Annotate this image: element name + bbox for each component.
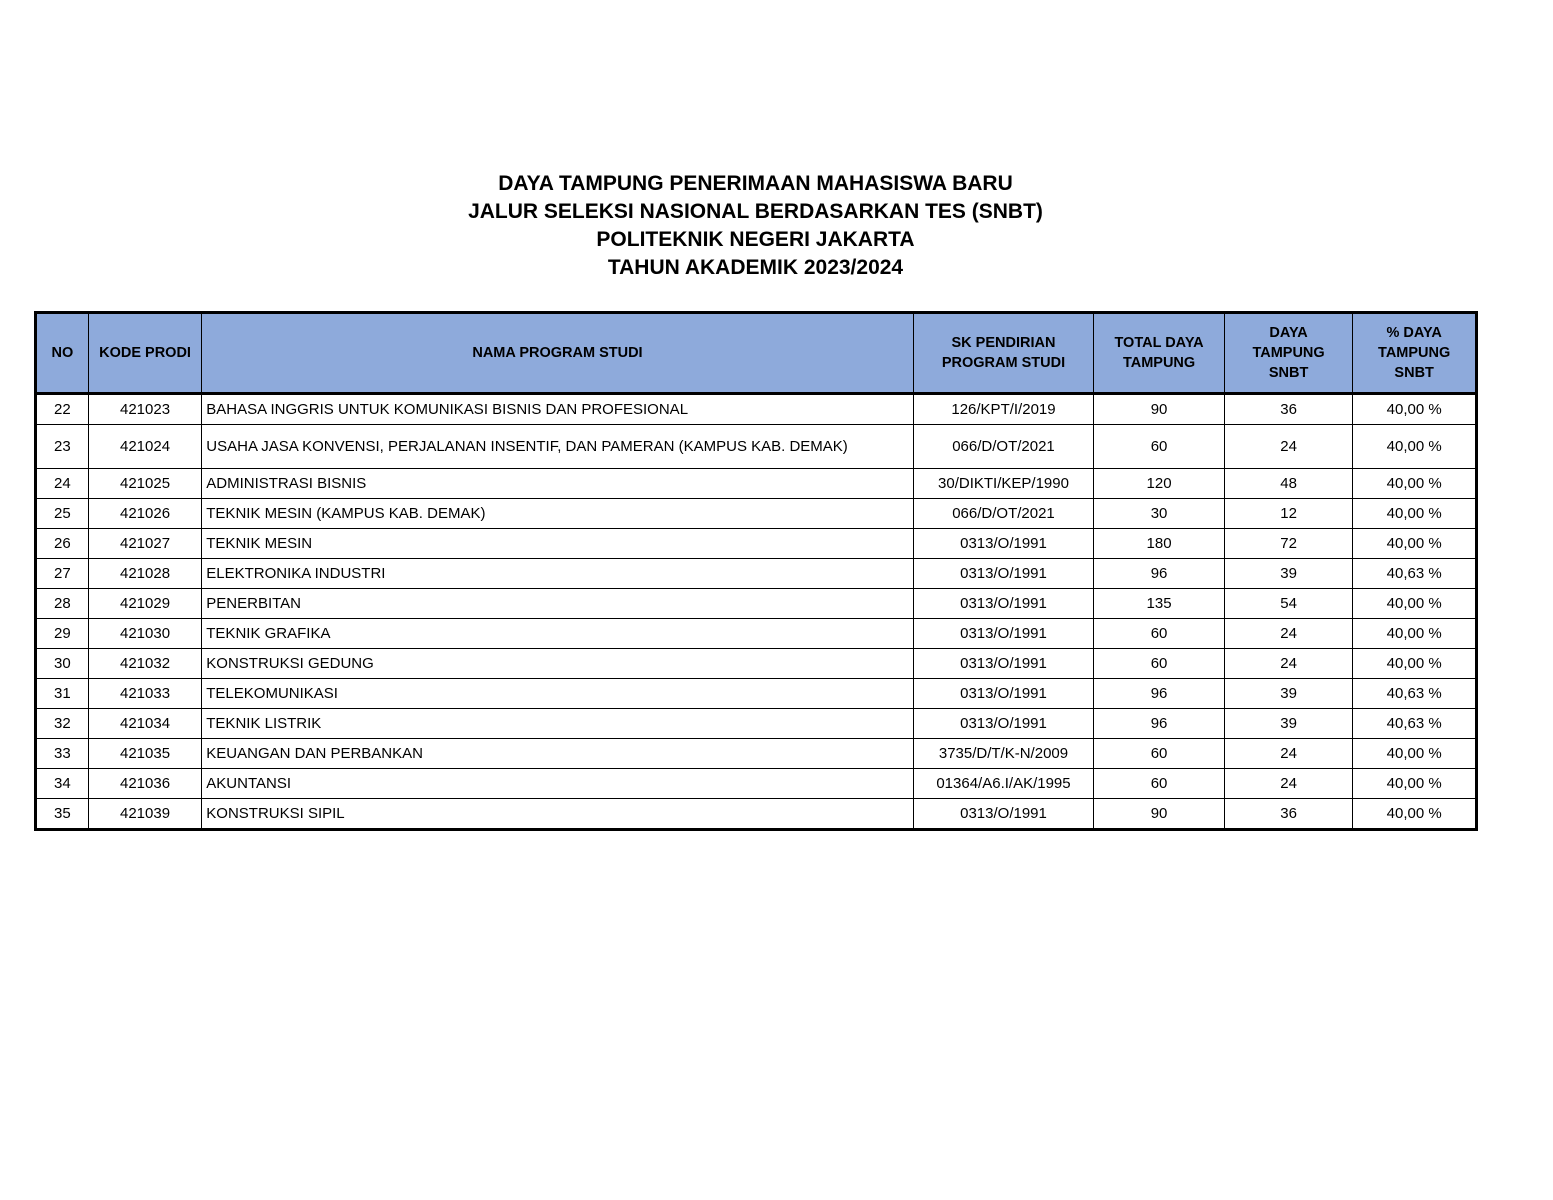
cell-total-daya-tampung: 120 xyxy=(1094,469,1225,499)
cell-nama-program-studi: AKUNTANSI xyxy=(202,769,913,799)
cell-sk-pendirian: 0313/O/1991 xyxy=(913,679,1094,709)
cell-persen-daya-tampung-snbt: 40,00 % xyxy=(1353,619,1477,649)
cell-sk-pendirian: 0313/O/1991 xyxy=(913,559,1094,589)
cell-total-daya-tampung: 60 xyxy=(1094,619,1225,649)
cell-kode-prodi: 421030 xyxy=(88,619,201,649)
cell-total-daya-tampung: 96 xyxy=(1094,709,1225,739)
cell-nama-program-studi: USAHA JASA KONVENSI, PERJALANAN INSENTIF, DAN PAMERAN (KAMPUS KAB. DEMAK) xyxy=(202,425,913,469)
cell-persen-daya-tampung-snbt: 40,63 % xyxy=(1353,559,1477,589)
table-row xyxy=(36,559,1477,589)
cell-sk-pendirian: 0313/O/1991 xyxy=(913,649,1094,679)
cell-nama-program-studi: ADMINISTRASI BISNIS xyxy=(202,469,913,499)
cell-sk-pendirian: 0313/O/1991 xyxy=(913,709,1094,739)
cell-daya-tampung-snbt: 24 xyxy=(1224,739,1353,769)
cell-total-daya-tampung: 60 xyxy=(1094,649,1225,679)
cell-total-daya-tampung: 30 xyxy=(1094,499,1225,529)
cell-daya-tampung-snbt: 24 xyxy=(1224,649,1353,679)
cell-no: 22 xyxy=(36,394,89,425)
cell-total-daya-tampung: 135 xyxy=(1094,589,1225,619)
cell-sk-pendirian: 066/D/OT/2021 xyxy=(913,499,1094,529)
cell-daya-tampung-snbt: 39 xyxy=(1224,709,1353,739)
cell-no: 23 xyxy=(36,425,89,469)
cell-daya-tampung-snbt: 36 xyxy=(1224,799,1353,830)
cell-no: 33 xyxy=(36,739,89,769)
header-daya-tampung-snbt: DAYA TAMPUNG SNBT xyxy=(1224,313,1353,394)
cell-kode-prodi: 421023 xyxy=(88,394,201,425)
cell-daya-tampung-snbt: 12 xyxy=(1224,499,1353,529)
cell-daya-tampung-snbt: 24 xyxy=(1224,769,1353,799)
cell-persen-daya-tampung-snbt: 40,00 % xyxy=(1353,469,1477,499)
table-row xyxy=(36,679,1477,709)
cell-kode-prodi: 421034 xyxy=(88,709,201,739)
title-line-2: JALUR SELEKSI NASIONAL BERDASARKAN TES (SNBT) xyxy=(468,200,1043,223)
cell-kode-prodi: 421024 xyxy=(88,425,201,469)
cell-nama-program-studi: PENERBITAN xyxy=(202,589,913,619)
header-sk-pendirian: SK PENDIRIAN PROGRAM STUDI xyxy=(913,313,1094,394)
header-persen-daya-tampung-snbt: % DAYA TAMPUNG SNBT xyxy=(1353,313,1477,394)
cell-sk-pendirian: 01364/A6.I/AK/1995 xyxy=(913,769,1094,799)
cell-nama-program-studi: KEUANGAN DAN PERBANKAN xyxy=(202,739,913,769)
cell-persen-daya-tampung-snbt: 40,00 % xyxy=(1353,589,1477,619)
cell-no: 35 xyxy=(36,799,89,830)
cell-persen-daya-tampung-snbt: 40,00 % xyxy=(1353,769,1477,799)
table-header-row xyxy=(36,313,1477,394)
cell-persen-daya-tampung-snbt: 40,63 % xyxy=(1353,709,1477,739)
daya-tampung-table xyxy=(34,311,1478,831)
cell-daya-tampung-snbt: 39 xyxy=(1224,679,1353,709)
cell-nama-program-studi: BAHASA INGGRIS UNTUK KOMUNIKASI BISNIS DAN PROFESIONAL xyxy=(202,394,913,425)
cell-kode-prodi: 421039 xyxy=(88,799,201,830)
table-row xyxy=(36,709,1477,739)
cell-no: 30 xyxy=(36,649,89,679)
table-row xyxy=(36,469,1477,499)
cell-no: 28 xyxy=(36,589,89,619)
cell-persen-daya-tampung-snbt: 40,00 % xyxy=(1353,649,1477,679)
header-nama-program-studi: NAMA PROGRAM STUDI xyxy=(202,313,913,394)
cell-persen-daya-tampung-snbt: 40,00 % xyxy=(1353,394,1477,425)
cell-daya-tampung-snbt: 24 xyxy=(1224,619,1353,649)
cell-persen-daya-tampung-snbt: 40,63 % xyxy=(1353,679,1477,709)
cell-daya-tampung-snbt: 72 xyxy=(1224,529,1353,559)
cell-kode-prodi: 421036 xyxy=(88,769,201,799)
table-row xyxy=(36,499,1477,529)
cell-kode-prodi: 421029 xyxy=(88,589,201,619)
table-row xyxy=(36,769,1477,799)
cell-nama-program-studi: TELEKOMUNIKASI xyxy=(202,679,913,709)
cell-daya-tampung-snbt: 39 xyxy=(1224,559,1353,589)
cell-no: 31 xyxy=(36,679,89,709)
cell-persen-daya-tampung-snbt: 40,00 % xyxy=(1353,529,1477,559)
table-row xyxy=(36,799,1477,830)
cell-kode-prodi: 421033 xyxy=(88,679,201,709)
cell-sk-pendirian: 0313/O/1991 xyxy=(913,619,1094,649)
cell-sk-pendirian: 0313/O/1991 xyxy=(913,799,1094,830)
title-line-3: POLITEKNIK NEGERI JAKARTA xyxy=(596,228,915,251)
cell-nama-program-studi: ELEKTRONIKA INDUSTRI xyxy=(202,559,913,589)
cell-sk-pendirian: 3735/D/T/K-N/2009 xyxy=(913,739,1094,769)
cell-sk-pendirian: 0313/O/1991 xyxy=(913,529,1094,559)
cell-sk-pendirian: 0313/O/1991 xyxy=(913,589,1094,619)
header-total-daya-tampung: TOTAL DAYA TAMPUNG xyxy=(1094,313,1225,394)
cell-total-daya-tampung: 90 xyxy=(1094,394,1225,425)
cell-daya-tampung-snbt: 36 xyxy=(1224,394,1353,425)
table-row xyxy=(36,649,1477,679)
cell-no: 24 xyxy=(36,469,89,499)
cell-persen-daya-tampung-snbt: 40,00 % xyxy=(1353,739,1477,769)
table-row xyxy=(36,619,1477,649)
table-row xyxy=(36,529,1477,559)
cell-kode-prodi: 421027 xyxy=(88,529,201,559)
cell-nama-program-studi: TEKNIK MESIN xyxy=(202,529,913,559)
title-line-1: DAYA TAMPUNG PENERIMAAN MAHASISWA BARU xyxy=(498,172,1013,195)
cell-nama-program-studi: TEKNIK GRAFIKA xyxy=(202,619,913,649)
cell-nama-program-studi: KONSTRUKSI GEDUNG xyxy=(202,649,913,679)
cell-total-daya-tampung: 60 xyxy=(1094,769,1225,799)
cell-sk-pendirian: 066/D/OT/2021 xyxy=(913,425,1094,469)
cell-sk-pendirian: 30/DIKTI/KEP/1990 xyxy=(913,469,1094,499)
cell-no: 27 xyxy=(36,559,89,589)
cell-nama-program-studi: KONSTRUKSI SIPIL xyxy=(202,799,913,830)
cell-persen-daya-tampung-snbt: 40,00 % xyxy=(1353,499,1477,529)
cell-kode-prodi: 421035 xyxy=(88,739,201,769)
cell-daya-tampung-snbt: 24 xyxy=(1224,425,1353,469)
cell-total-daya-tampung: 90 xyxy=(1094,799,1225,830)
cell-total-daya-tampung: 96 xyxy=(1094,679,1225,709)
cell-sk-pendirian: 126/KPT/I/2019 xyxy=(913,394,1094,425)
cell-nama-program-studi: TEKNIK MESIN (KAMPUS KAB. DEMAK) xyxy=(202,499,913,529)
cell-no: 26 xyxy=(36,529,89,559)
cell-persen-daya-tampung-snbt: 40,00 % xyxy=(1353,799,1477,830)
table-row xyxy=(36,394,1477,425)
cell-total-daya-tampung: 60 xyxy=(1094,739,1225,769)
cell-persen-daya-tampung-snbt: 40,00 % xyxy=(1353,425,1477,469)
cell-no: 34 xyxy=(36,769,89,799)
title-line-4: TAHUN AKADEMIK 2023/2024 xyxy=(607,256,904,279)
cell-kode-prodi: 421032 xyxy=(88,649,201,679)
cell-kode-prodi: 421025 xyxy=(88,469,201,499)
cell-daya-tampung-snbt: 48 xyxy=(1224,469,1353,499)
table-row xyxy=(36,589,1477,619)
table-row xyxy=(36,425,1477,469)
cell-total-daya-tampung: 96 xyxy=(1094,559,1225,589)
cell-kode-prodi: 421026 xyxy=(88,499,201,529)
header-kode-prodi: KODE PRODI xyxy=(88,313,201,394)
cell-daya-tampung-snbt: 54 xyxy=(1224,589,1353,619)
cell-total-daya-tampung: 180 xyxy=(1094,529,1225,559)
cell-no: 29 xyxy=(36,619,89,649)
cell-kode-prodi: 421028 xyxy=(88,559,201,589)
cell-no: 32 xyxy=(36,709,89,739)
cell-no: 25 xyxy=(36,499,89,529)
document-title xyxy=(0,170,1511,282)
cell-nama-program-studi: TEKNIK LISTRIK xyxy=(202,709,913,739)
header-no: NO xyxy=(36,313,89,394)
table-row xyxy=(36,739,1477,769)
cell-total-daya-tampung: 60 xyxy=(1094,425,1225,469)
